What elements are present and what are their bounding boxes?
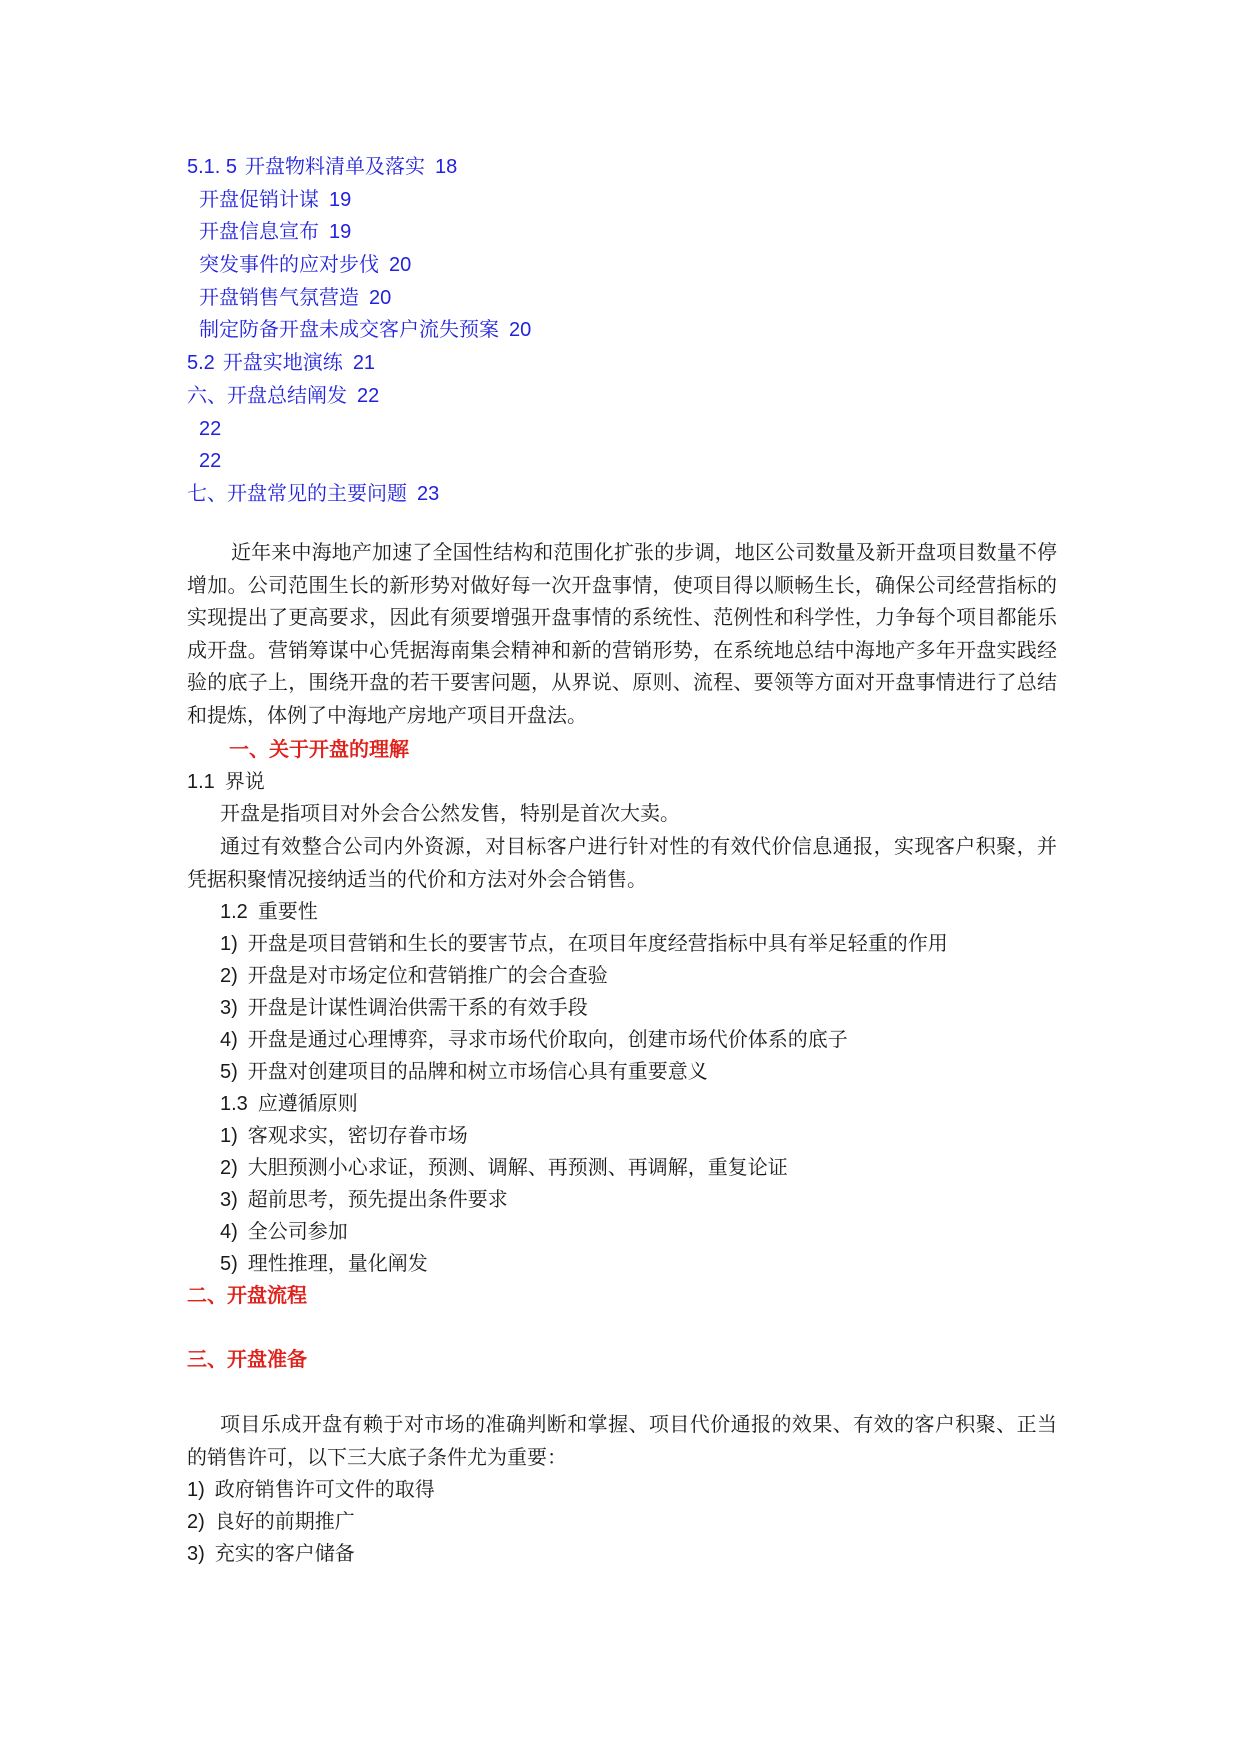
subsection-heading [220, 896, 318, 927]
list-item [220, 992, 588, 1023]
list-item-text: 大胆预测小心求证，预测、调解、再预测、再调解，重复论证 [247, 1155, 788, 1179]
list-item-text: 超前思考，预先提出条件要求 [247, 1187, 508, 1211]
toc-entry-page: 19 [329, 221, 352, 244]
toc-entry-number: 5.2 [187, 352, 215, 375]
list-item-text: 客观求实，密切存眷市场 [247, 1123, 468, 1147]
list-item-text: 理性推理，量化阐发 [247, 1251, 428, 1275]
subsection-title: 重要性 [257, 899, 318, 923]
definition-text: 开盘是指项目对外会合公然发售，特别是首次大卖。 [220, 801, 680, 825]
toc-entry[interactable] [187, 346, 1087, 379]
subsection-number: 1.3 [220, 1093, 248, 1115]
list-item-number: 1) [220, 1125, 238, 1147]
subsection-title: 应遵循原则 [257, 1091, 358, 1115]
toc-entry-page: 22 [199, 417, 222, 440]
toc-entry[interactable] [187, 281, 1087, 314]
list-item [220, 1216, 348, 1247]
list-item [220, 1248, 428, 1279]
list-item [220, 928, 948, 959]
toc-entry[interactable] [187, 150, 1087, 183]
toc-entry-page: 21 [352, 352, 376, 375]
toc-entry-title: 七、开盘常见的主要问题 [187, 480, 407, 505]
list-item-text: 开盘对创建项目的品牌和树立市场信心具有重要意义 [247, 1059, 708, 1083]
toc-entry-title: 开盘实地演练 [222, 350, 343, 375]
section-heading: 二、开盘流程 [187, 1283, 307, 1307]
list-item-number: 5) [220, 1061, 238, 1083]
list-item [220, 960, 608, 991]
definition-paragraph: 通过有效整合公司内外资源，对目标客户进行针对性的有效代价信息通报，实现客户积聚，并凭据积聚情况接纳适当的代价和方法对外会合销售。 [187, 834, 1057, 891]
section-heading: 三、开盘准备 [187, 1347, 307, 1371]
list-item-text: 开盘是计谋性调治供需干系的有效手段 [247, 995, 588, 1019]
list-item [220, 1056, 708, 1087]
toc-entry-page: 20 [389, 254, 412, 277]
list-item-number: 3) [187, 1543, 205, 1565]
toc-entry-page: 20 [509, 319, 532, 342]
toc-entry[interactable] [187, 379, 1087, 412]
list-item [220, 1184, 508, 1215]
toc-entry[interactable] [187, 248, 1087, 281]
section-heading: 一、关于开盘的理解 [229, 737, 409, 761]
toc-entry[interactable] [187, 477, 1087, 510]
list-item-text: 政府销售许可文件的取得 [214, 1477, 435, 1501]
table-of-contents [187, 150, 1087, 510]
toc-entry-page: 23 [417, 482, 440, 505]
subsection-number: 1.2 [220, 901, 248, 923]
list-item-number: 4) [220, 1029, 238, 1051]
toc-entry-title: 开盘信息宣布 [199, 219, 319, 244]
toc-entry[interactable] [187, 183, 1087, 216]
list-item-text: 良好的前期推广 [214, 1509, 355, 1533]
toc-entry[interactable] [187, 215, 1087, 248]
list-item [187, 1506, 355, 1537]
list-item [187, 1538, 355, 1569]
toc-entry[interactable] [187, 313, 1087, 346]
subsection-title: 界说 [224, 769, 265, 793]
subsection-heading [187, 766, 265, 797]
subsection-heading [220, 1088, 358, 1119]
toc-entry-page: 19 [329, 188, 352, 211]
toc-entry-title: 六、开盘总结阐发 [187, 382, 347, 407]
list-item [220, 1024, 848, 1055]
list-item-number: 2) [220, 965, 238, 987]
list-item-number: 3) [220, 1189, 238, 1211]
subsection-number: 1.1 [187, 771, 215, 793]
toc-entry-page: 20 [369, 286, 392, 309]
intro-paragraph: 近年来中海地产加速了全国性结构和范围化扩张的步调，地区公司数量及新开盘项目数量不停增加。公司范围生长的新形势对做好每一次开盘事情，使项目得以顺畅生长，确保公司经营指标的实现提出了更高要求，因此有须要增强开盘事情的系统性、范例性和科学性，力争每个项目都能乐成开盘。营销筹谋中心凭据海南集会精神和新的营销形势，在系统地总结中海地产多年开盘实践经验的底子上，围绕开盘的若干要害问题，从界说、原则、流程、要领等方面对开盘事情进行了总结和提炼，体例了中海地产房地产项目开盘法。 [187, 540, 1057, 727]
toc-entry[interactable] [187, 444, 1087, 477]
list-item-text: 开盘是项目营销和生长的要害节点，在项目年度经营指标中具有举足轻重的作用 [247, 931, 948, 955]
toc-entry-number: 5.1. 5 [187, 156, 238, 178]
list-item-number: 4) [220, 1221, 238, 1243]
toc-entry-title: 开盘物料清单及落实 [245, 154, 426, 178]
section-paragraph: 项目乐成开盘有赖于对市场的准确判断和掌握、项目代价通报的效果、有效的客户积聚、正当的销售许可，以下三大底子条件尤为重要： [187, 1412, 1057, 1469]
list-item-number: 2) [220, 1157, 238, 1179]
list-item-number: 5) [220, 1253, 238, 1275]
list-item-number: 2) [187, 1511, 205, 1533]
list-item [220, 1120, 468, 1151]
toc-entry-page: 18 [435, 156, 458, 178]
list-item-text: 开盘是通过心理博弈，寻求市场代价取向，创建市场代价体系的底子 [247, 1027, 848, 1051]
list-item [220, 1152, 788, 1183]
list-item-text: 开盘是对市场定位和营销推广的会合查验 [247, 963, 608, 987]
toc-entry-title: 开盘促销计谋 [199, 186, 319, 211]
toc-entry[interactable] [187, 412, 1087, 445]
list-item-text: 充实的客户储备 [214, 1541, 355, 1565]
list-item-number: 3) [220, 997, 238, 1019]
list-item-text: 全公司参加 [247, 1219, 348, 1243]
toc-entry-title: 突发事件的应对步伐 [199, 252, 379, 277]
toc-entry-page: 22 [357, 384, 380, 407]
list-item-number: 1) [220, 933, 238, 955]
toc-entry-title: 制定防备开盘未成交客户流失预案 [199, 317, 499, 342]
list-item [187, 1474, 435, 1505]
list-item-number: 1) [187, 1479, 205, 1501]
toc-entry-page: 22 [199, 450, 222, 473]
toc-entry-title: 开盘销售气氛营造 [199, 284, 359, 309]
